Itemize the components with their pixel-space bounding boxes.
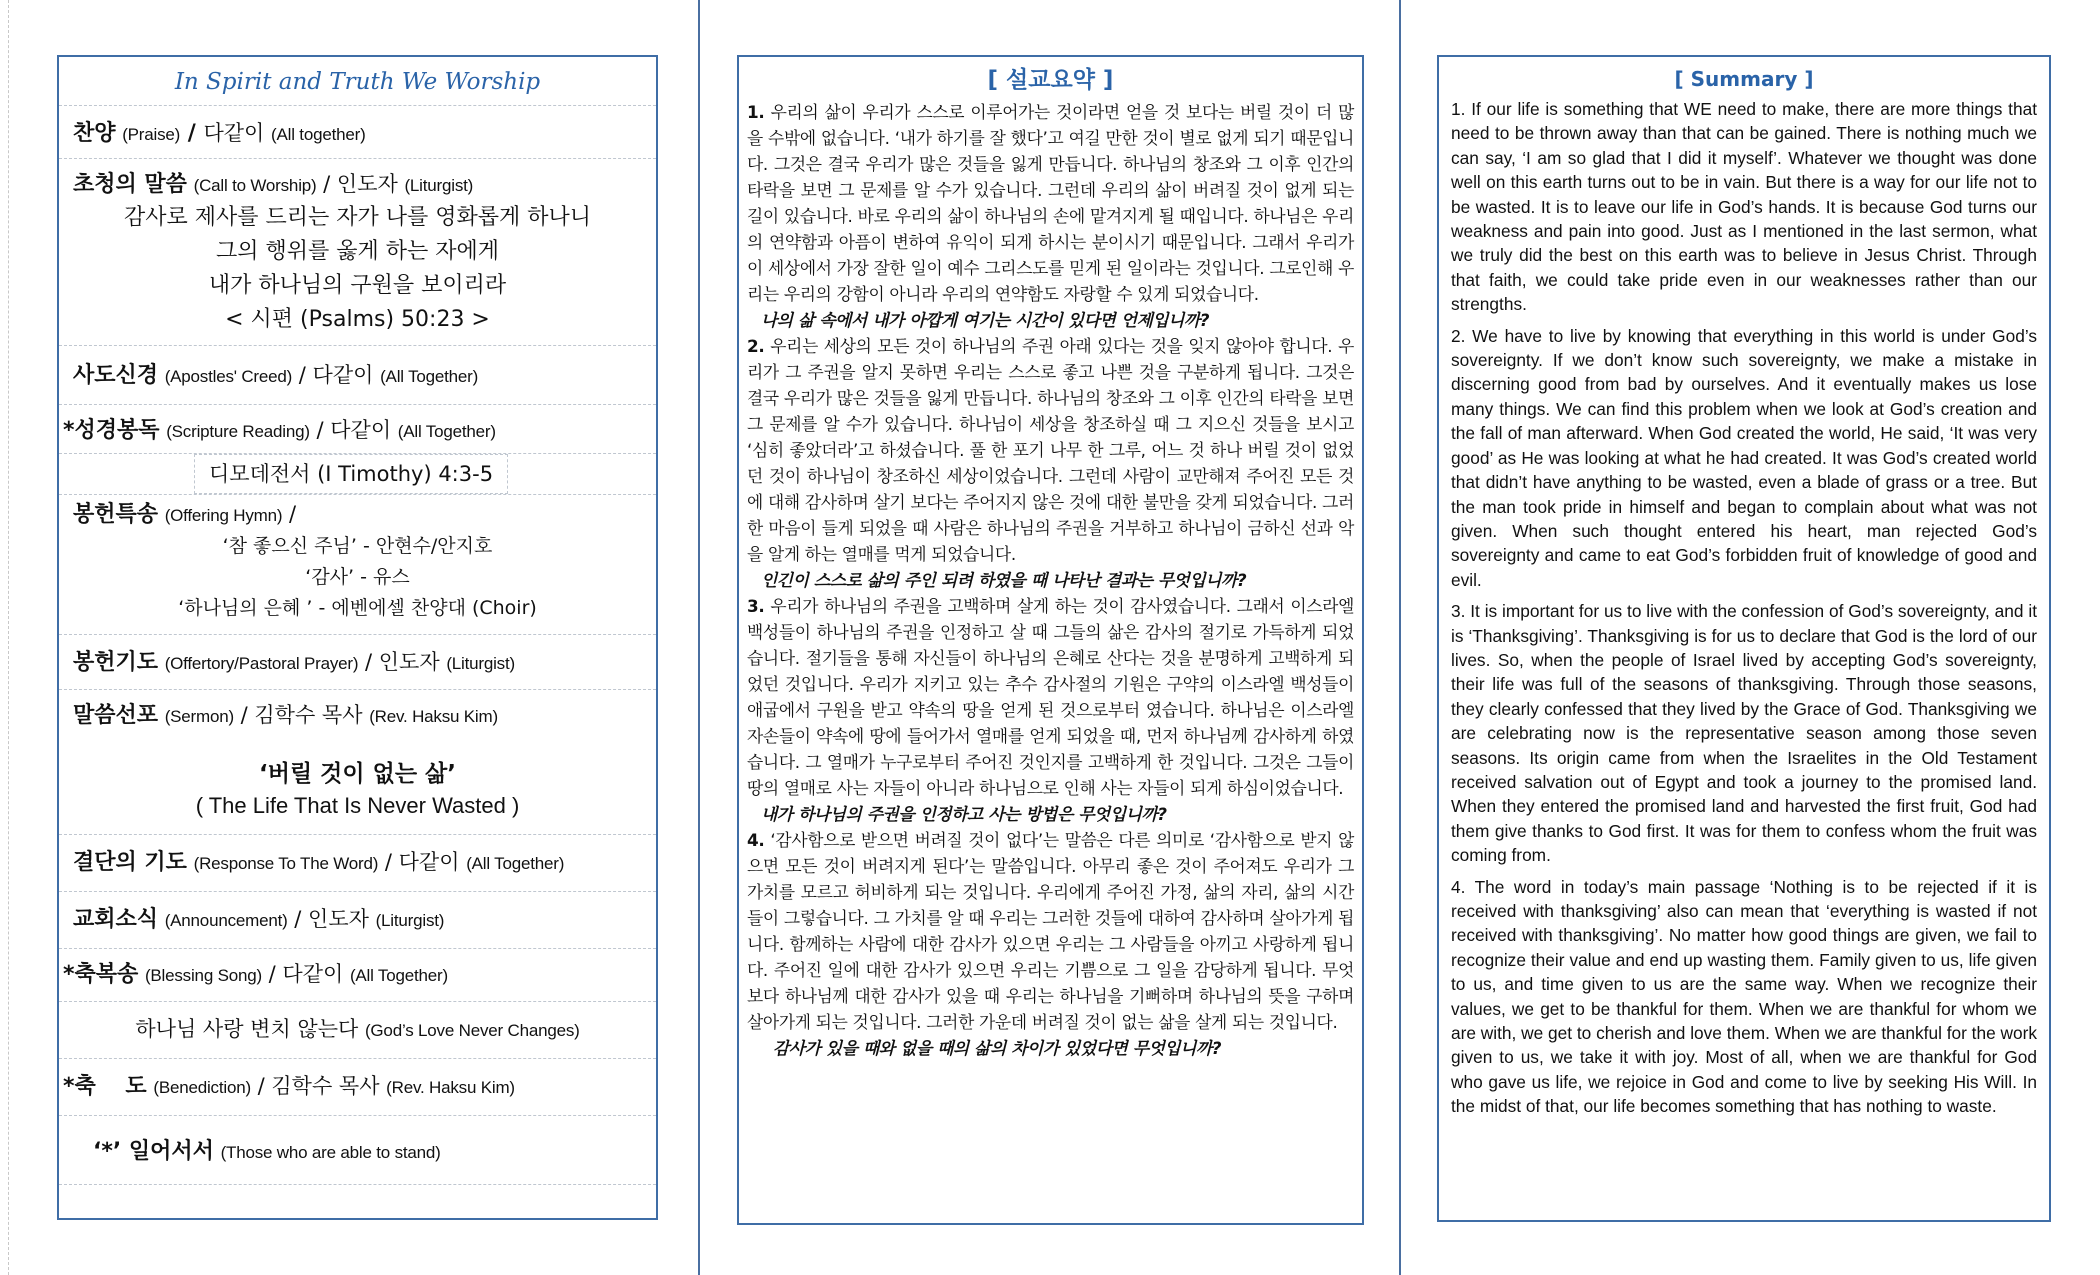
reflection-question: 인긴이 스스로 삶의 주인 되려 하였을 때 나타난 결과는 무엇입니까? (761, 570, 1247, 590)
call-label-en: (Call to Worship) (193, 176, 317, 195)
paragraph-number: 3. (747, 596, 765, 616)
call-leader-en: (Liturgist) (404, 176, 474, 195)
blessing-song-title-en: (God’s Love Never Changes) (364, 1021, 580, 1040)
offering-hymn-label: 봉헌특송 (73, 502, 159, 527)
hymn-item: ‘참 좋으신 주님’ - 안현수/안지호 (222, 535, 493, 557)
page-edge-guide (8, 0, 9, 1275)
korean-summary-panel (737, 55, 1364, 1225)
summary-paragraph (747, 827, 1354, 1035)
prayer-leader-en: (Liturgist) (446, 654, 515, 673)
creed-leader: 다같이 (312, 363, 374, 387)
order-of-worship-panel (57, 55, 658, 1220)
blessing-label: *축복송 (63, 962, 139, 987)
scripture-row (59, 454, 656, 495)
call-verse (59, 201, 656, 337)
creed-leader-en: (All Together) (380, 367, 479, 386)
benediction-label: *축 도 (63, 1074, 147, 1099)
offering-hymn-sep: / (282, 502, 297, 526)
summary-paragraph: 3. It is important for us to live with the confession of God’s sovereignty, and it is ‘Thanksgiving’. Thanksgiving is for us to declare that God is the lord of our lives. So, when the people of Israel lived by accepting God’s sovereignty, their life was full of the seasons of thanksgiving. Through those seasons, they clearly confessed that they lived by the Grace of God. Thanksgiving we are celebrating now is the representative season among those seven seasons. Its origin came from when the Israelites in the Old Testament received salvation out of Egypt and took a journey to the promised land. When they entered the promised land and harvested the first fruit, God had them give thanks to God first. It was for them to confess whom the fruit was coming from. (1451, 601, 2037, 866)
creed-sep: / (292, 363, 313, 387)
korean-summary-title: [ 설교요약 ] (987, 67, 1114, 93)
hymn-item: ‘하나님의 은혜 ’ - 에벤에셀 찬양대 (Choir) (178, 597, 537, 619)
sermon-title-en: ( The Life That Is Never Wasted ) (195, 793, 520, 818)
response-row (59, 835, 656, 892)
call-leader: 인도자 (336, 172, 398, 196)
creed-label: 사도신경 (73, 363, 159, 388)
announce-label: 교회소식 (73, 907, 159, 932)
paragraph-text: 우리의 삶이 우리가 스스로 이루어가는 것이라면 얻을 것 보다는 버릴 것이 더 많을 수밖에 없습니다. ‘내가 하기를 잘 했다’고 여길 만한 것이 별로 없게 되기 때문입니다. 그것은 결국 우리가 많은 것들을 잃게 만듭니다. 하나님의 창조와 그 이후 인간의 타락을 보면 그 문제를 알 수가 있습니다. 그런데 우리의 삶이 버려질 것이 없게 되는 길이 있습니다. 바로 우리의 삶이 하나님의 손에 맡겨지게 될 때입니다. 하나님은 우리의 연약함과 아픔이 변하여 유익이 되게 하시는 분이시기 때문입니다. 그래서 우리가 이 세상에서 가장 잘한 일이 예수 그리스도를 믿게 된 일이라는 것입니다. 그로인해 우리는 우리의 강함이 아니라 우리의 연약함도 자랑할 수 있게 되었습니다. (747, 102, 1354, 304)
praise-sep: / (180, 121, 204, 146)
benediction-leader: 김학수 목사 (271, 1074, 380, 1098)
praise-label: 찬양 (73, 121, 116, 146)
call-sep: / (316, 172, 337, 196)
announce-sep: / (287, 907, 309, 931)
blessing-song-title-row (59, 1002, 656, 1059)
sermon-preacher-en: (Rev. Haksu Kim) (369, 707, 498, 726)
call-to-worship-row (59, 159, 656, 346)
stand-note-en: (Those who are able to stand) (220, 1143, 441, 1162)
blessing-leader-en: (All Together) (349, 966, 448, 985)
announcement-row (59, 892, 656, 949)
announce-leader-en: (Liturgist) (375, 911, 445, 930)
sermon-title-block (59, 742, 656, 835)
blessing-label-en: (Blessing Song) (144, 966, 262, 985)
praise-label-en: (Praise) (122, 125, 181, 144)
summary-paragraph (747, 333, 1354, 567)
benediction-label-en: (Benediction) (153, 1078, 251, 1097)
paragraph-number: 1. (747, 102, 765, 122)
summary-paragraph: 2. We have to live by knowing that everything in this world is under God’s sovereignty. If we don’t know such sovereignty, we make a mistake in discerning good from bad by ourselves. And it eventually makes us lose many things. We can find this problem when we look at God’s creation and the fall of man afterward. When God created the world, He said, ‘It was very good’ as He was looking at what he had created. It was God’s created world that didn’t have anything to be wasted, even a blade of grass or a tree. But the man took pride in himself and began to complain about what was not given. When such thought entered his heart, man rejected God’s sovereignty and came to eat God’s forbidden fruit of knowledge of good and evil. (1451, 325, 2037, 590)
sermon-label-en: (Sermon) (164, 707, 234, 726)
reading-leader: 다같이 (330, 418, 392, 442)
scripture-reading-row (59, 405, 656, 454)
verse-line: 감사로 제사를 드리는 자가 나를 영화롭게 하나니 (123, 205, 591, 230)
reflection-question: 감사가 있을 때와 없을 때의 삶의 차이가 있었다면 무엇입니까? (773, 1038, 1222, 1058)
prayer-sep: / (358, 650, 379, 674)
fold-line-left (698, 0, 700, 1275)
summary-paragraph (747, 593, 1354, 801)
paragraph-number: 2. (747, 336, 765, 356)
prayer-label-en: (Offertory/Pastoral Prayer) (164, 654, 359, 673)
prayer-row (59, 635, 656, 690)
scripture-reference: 디모데전서 (I Timothy) 4:3-5 (194, 454, 508, 494)
call-label: 초청의 말씀 (73, 172, 187, 197)
announce-label-en: (Announcement) (164, 911, 288, 930)
announce-leader: 인도자 (308, 907, 369, 931)
reflection-question: 내가 하나님의 주권을 인정하고 사는 방법은 무엇입니까? (761, 804, 1167, 824)
sermon-sep: / (233, 703, 255, 727)
reflection-question: 나의 삶 속에서 내가 아깝게 여기는 시간이 있다면 언제입니까? (761, 310, 1210, 330)
creed-label-en: (Apostles' Creed) (164, 367, 293, 386)
stand-note-row (59, 1116, 656, 1185)
creed-row (59, 346, 656, 405)
response-leader: 다같이 (398, 850, 460, 874)
response-sep: / (378, 850, 399, 874)
sermon-preacher: 김학수 목사 (254, 703, 363, 727)
hymn-list (59, 531, 656, 624)
paragraph-text: 우리는 세상의 모든 것이 하나님의 주권 아래 있다는 것을 잊지 않아야 합니다. 우리가 그 주권을 알지 못하면 우리는 스스로 좋고 나쁜 것을 구분하게 됩니다. 그것은 결국 우리가 많은 것들을 잃게 만듭니다. 하나님의 창조와 그 이후 인간의 타락을 보면 그 문제를 알 수가 있습니다. 하나님이 세상을 창조하실 때 그 지으신 것들을 보시고 ‘심히 좋았더라’고 하셨습니다. 풀 한 포기 나무 한 그루, 어느 것 하나 버릴 것이 없었던 것이 하나님이 창조하신 세상이었습니다. 그런데 사람이 교만해져 주어진 모든 것에 대해 감사하며 살기 보다는 주어지지 않은 것에 대한 불만을 갖게 되었습니다. 그러한 마음이 들게 되었을 때 사람은 하나님의 주권을 거부하고 하나님이 금하신 선과 악을 알게 하는 열매를 먹게 되었습니다. (747, 336, 1354, 564)
reading-label-en: (Scripture Reading) (166, 422, 310, 441)
hymn-item: ‘감사’ - 유스 (305, 566, 410, 588)
offering-hymn-row (59, 495, 656, 635)
sermon-title: ‘버릴 것이 없는 삶’ (258, 761, 457, 787)
praise-leader: 다같이 (203, 121, 265, 145)
stand-note: ‘*’ 일어서서 (93, 1139, 214, 1164)
benediction-sep: / (250, 1074, 272, 1098)
blessing-sep: / (261, 962, 283, 986)
blessing-song-row (59, 949, 656, 1002)
verse-reference: < 시편 (Psalms) 50:23 > (225, 307, 490, 332)
paragraph-text: 우리가 하나님의 주권을 고백하며 살게 하는 것이 감사였습니다. 그래서 이스라엘 백성들이 하나님의 주권을 인정하고 살 때 그들의 삶은 감사의 절기로 가득하게 되었습니다. 절기들을 통해 자신들이 하나님의 은혜로 산다는 것을 분명하게 고백하게 되었던 것입니다. 우리가 지키고 있는 추수 감사절의 기원은 구약의 이스라엘 백성들이 애굽에서 구원을 받고 약속의 땅을 얻게 된 것으로부터 였습니다. 하나님은 이스라엘 자손들이 약속에 땅에 들어가서 열매를 얻게 되었을 때, 먼저 하나님께 감사하게 하였습니다. 그 열매가 누구로부터 주어진 것인지를 고백하게 한 것입니다. 그것은 그들이 땅의 열매로 사는 자들이 아니라 하나님으로 인해 사는 자들이 되게 하심이었습니다. (747, 596, 1354, 798)
sermon-label: 말씀선포 (73, 703, 159, 728)
reading-leader-en: (All Together) (397, 422, 496, 441)
paragraph-text: ‘감사함으로 받으면 버려질 것이 없다’는 말씀은 다른 의미로 ‘감사함으로 받지 않으면 모든 것이 버려지게 된다’는 말씀입니다. 아무리 좋은 것이 주어져도 우리가 그 가치를 모르고 허비하게 되는 것입니다. 우리에게 주어진 가정, 삶의 자리, 삶의 시간들이 그렇습니다. 그 가치를 알 때 우리는 그러한 것들에 대하여 감사하며 살아가게 됩니다. 함께하는 사람에 대한 감사가 있으면 우리는 그 사람들을 아끼고 사랑하게 됩니다. 주어진 일에 대한 감사가 있으면 우리는 기쁨으로 그 일을 감당하게 됩니다. 무엇보다 하나님께 대한 감사가 있을 때 우리는 하나님을 기뻐하며 하나님의 뜻을 구하며 살아가게 되는 것입니다. 그러한 가운데 버려질 것이 없는 삶을 살게 되는 것입니다. (747, 830, 1354, 1032)
blessing-leader: 다같이 (282, 962, 344, 986)
prayer-leader: 인도자 (378, 650, 440, 674)
summary-paragraph (747, 99, 1354, 307)
sermon-row (59, 690, 656, 742)
worship-title: In Spirit and Truth We Worship (59, 57, 656, 106)
fold-line-right (1399, 0, 1401, 1275)
english-summary-panel (1437, 55, 2051, 1222)
benediction-leader-en: (Rev. Haksu Kim) (386, 1078, 515, 1097)
reading-sep: / (309, 418, 331, 442)
prayer-label: 봉헌기도 (73, 650, 159, 675)
response-leader-en: (All Together) (466, 854, 565, 873)
response-label: 결단의 기도 (73, 850, 187, 875)
verse-line: 그의 행위를 옳게 하는 자에게 (216, 239, 499, 264)
english-summary-title: [ Summary ] (1674, 67, 1814, 91)
praise-row (59, 106, 656, 159)
offering-hymn-label-en: (Offering Hymn) (164, 506, 283, 525)
reading-label: *성경봉독 (63, 418, 160, 443)
summary-paragraph: 1. If our life is something that WE need to make, there are more things that need to be thrown away than that can be gained. There is nothing much we can say, ‘I am so glad that I did it myself’. Whatever we thought was done well on this earth turns out to be in vain. But there is a way for our life not to be wasted. It is to leave our life in God’s hands. It is because God turns our weakness and pain into good. Just as I mentioned in the last sermon, what we truly did the best on this earth was to believe in Jesus Christ. Through that faith, we could take pride even in our weaknesses rather than our strengths. (1451, 99, 2037, 315)
paragraph-number: 4. (747, 830, 765, 850)
blessing-song-title: 하나님 사랑 변치 않는다 (135, 1017, 359, 1041)
benediction-row (59, 1059, 656, 1116)
verse-line: 내가 하나님의 구원을 보이리라 (208, 273, 507, 298)
summary-paragraph: 4. The word in today’s main passage ‘Nothing is to be rejected if it is received with thanksgiving’ also can mean that ‘everything is wasted if not received with thanksgiving’. No matter how good things are given, we fail to recognize their value and end up wasting them. Family given to us, life given to us, and time given to us are the same way. When we recognize their values, we get to be thankful for them. When we are thankful for whom we are with, we get to cherish and love them. When we are thankful for the work given to us, we take it with joy. Most of all, when we are thankful for God who gave us life, we rejoice in God and come to live by seeking His Will. In the midst of that, our life becomes something that has nothing to waste. (1451, 876, 2037, 1117)
response-label-en: (Response To The Word) (193, 854, 379, 873)
praise-leader-en: (All together) (271, 125, 366, 144)
